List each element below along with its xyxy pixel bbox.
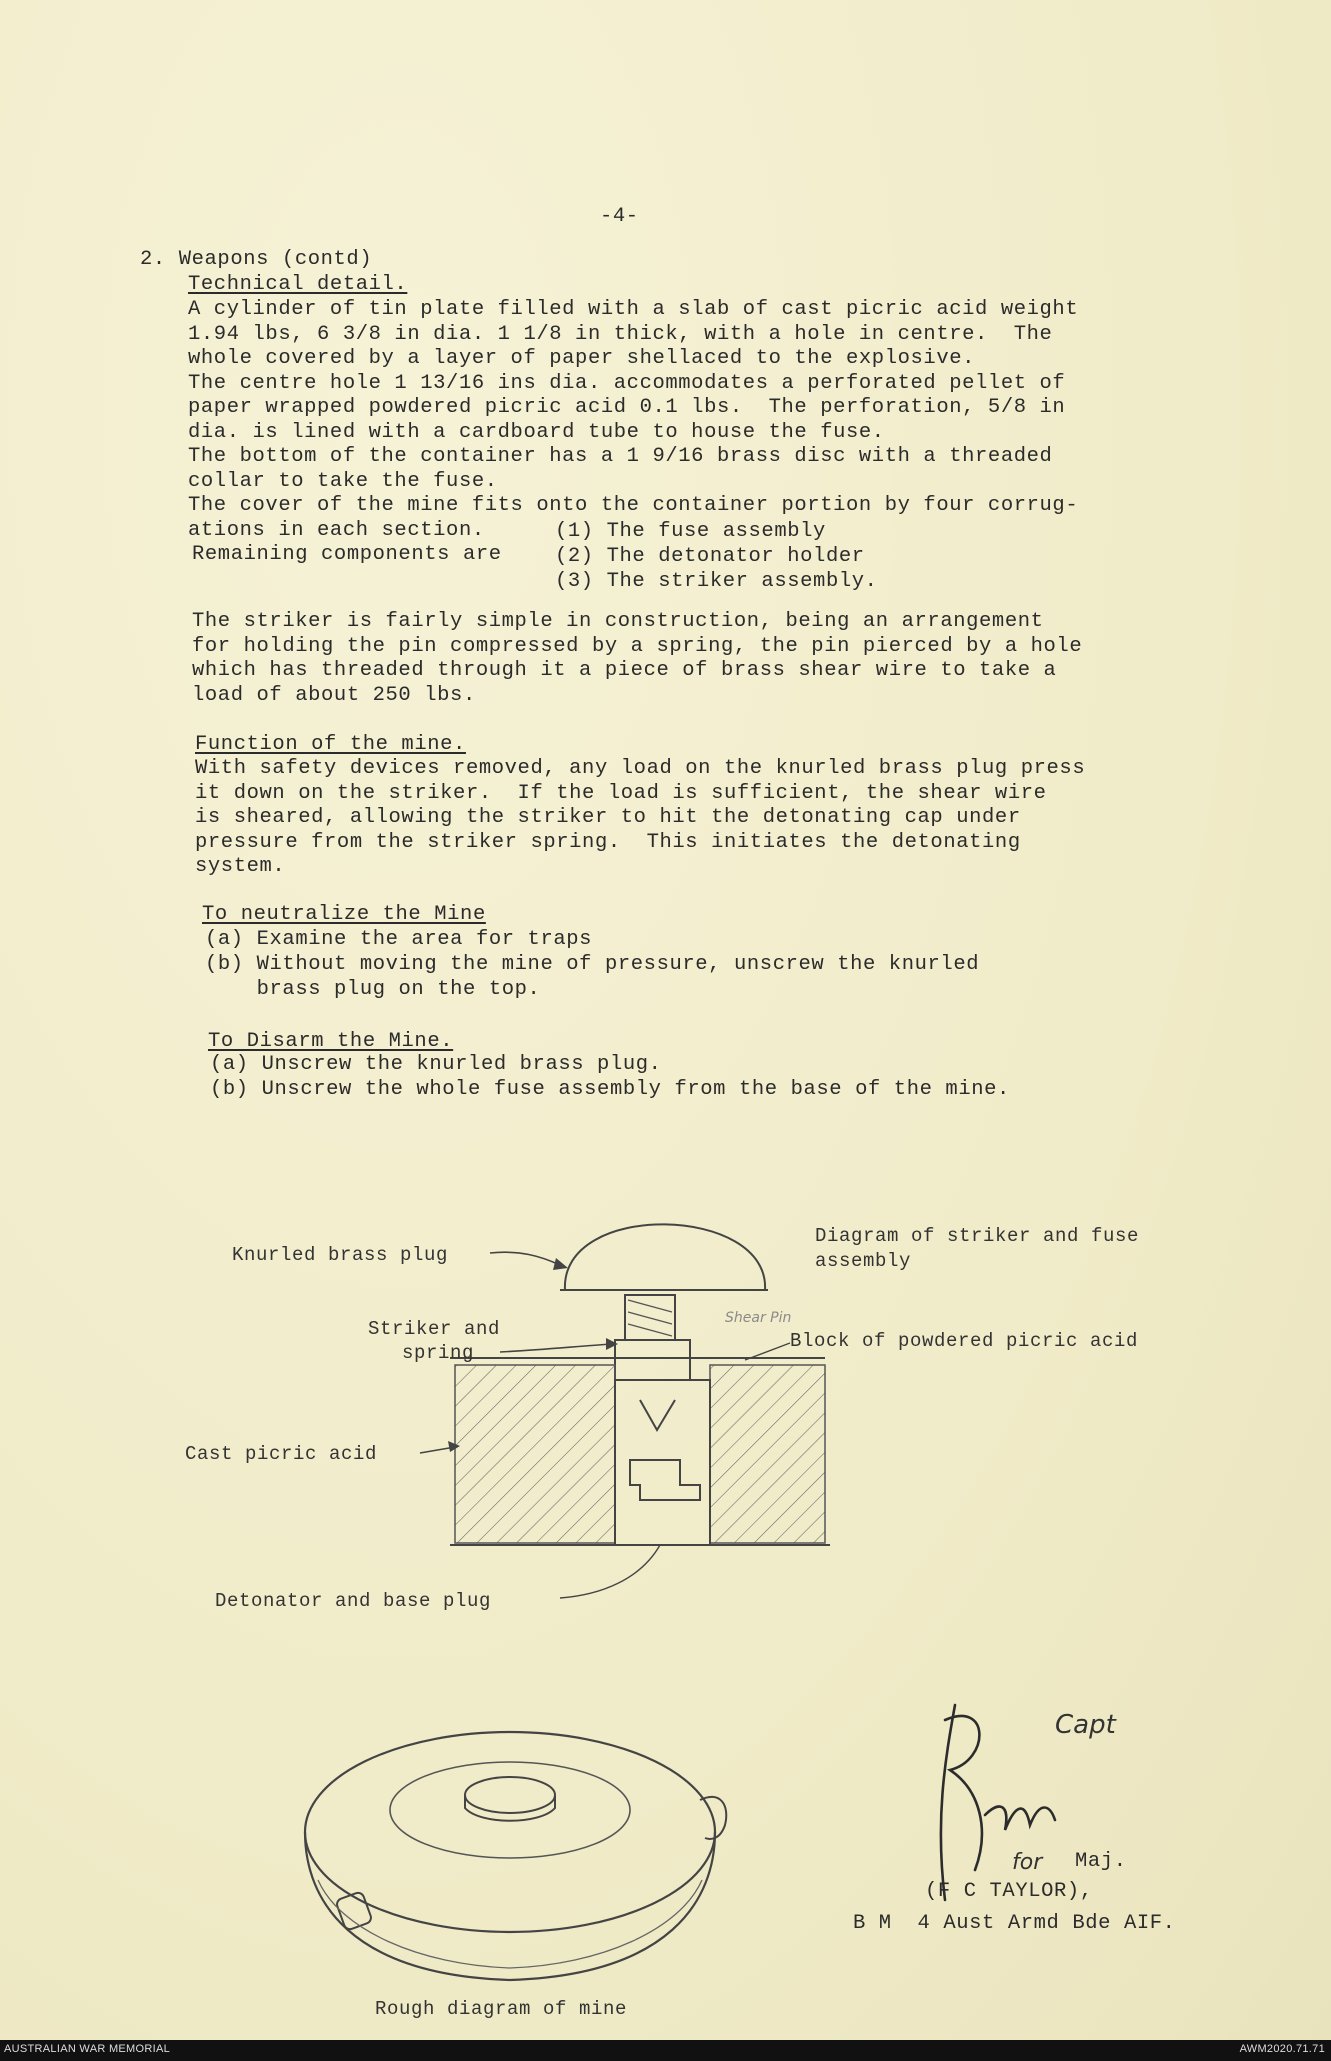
page-number: -4- bbox=[600, 205, 639, 228]
component-item: (3) The striker assembly. bbox=[555, 570, 878, 593]
function-line: pressure from the striker spring. This initiates the detonating bbox=[195, 830, 1021, 854]
label-knurled-brass-plug: Knurled brass plug bbox=[232, 1244, 449, 1266]
technical-detail-line: 1.94 lbs, 6 3/8 in dia. 1 1/8 in thick, with a hole in centre. The bbox=[188, 322, 1053, 346]
section-heading: 2. Weapons (contd) bbox=[140, 248, 373, 271]
disarm-step: (b) Unscrew the whole fuse assembly from the base of the mine. bbox=[210, 1078, 1010, 1101]
label-striker-line1: Striker and bbox=[368, 1318, 501, 1340]
function-line: With safety devices removed, any load on the knurled brass plug press bbox=[195, 757, 1086, 780]
function-line: is sheared, allowing the striker to hit the detonating cap under bbox=[195, 806, 1021, 829]
neutralize-step: brass plug on the top. bbox=[205, 978, 541, 1001]
neutralize-step: (b) Without moving the mine of pressure, unscrew the knurled bbox=[205, 953, 980, 976]
component-item: (1) The fuse assembly bbox=[555, 520, 826, 543]
disarm-title: To Disarm the Mine. bbox=[208, 1030, 454, 1053]
diagram-title-line2: assembly bbox=[815, 1250, 912, 1272]
technical-detail-line: collar to take the fuse. bbox=[188, 469, 498, 493]
technical-detail-line: The bottom of the container has a 1 9/16 brass disc with a threaded bbox=[188, 445, 1053, 468]
rough-diagram-caption: Rough diagram of mine bbox=[375, 1998, 628, 2020]
striker-line: for holding the pin compressed by a spring, the pin pierced by a hole bbox=[192, 634, 1083, 658]
striker-line: load of about 250 lbs. bbox=[192, 683, 476, 707]
disarm-step: (a) Unscrew the knurled brass plug. bbox=[210, 1053, 662, 1076]
function-title: Function of the mine. bbox=[195, 733, 466, 756]
signature-rank: Maj. bbox=[1075, 1850, 1127, 1873]
technical-detail-line: A cylinder of tin plate filled with a slab of cast picric acid weight bbox=[188, 298, 1079, 321]
components-intro: Remaining components are bbox=[192, 543, 502, 566]
technical-detail-line: The cover of the mine fits onto the container portion by four corrug- bbox=[188, 494, 1079, 517]
label-striker-line2: spring bbox=[402, 1342, 475, 1364]
striker-line: The striker is fairly simple in construction, being an arrangement bbox=[192, 610, 1044, 633]
signature-unit: B M 4 Aust Armd Bde AIF. bbox=[853, 1912, 1176, 1935]
function-line: it down on the striker. If the load is sufficient, the shear wire bbox=[195, 781, 1047, 805]
footer-institution: AUSTRALIAN WAR MEMORIAL bbox=[4, 2043, 171, 2055]
footer-accession: AWM2020.71.71 bbox=[1239, 2043, 1325, 2055]
technical-detail-line: whole covered by a layer of paper shellaced to the explosive. bbox=[188, 347, 976, 370]
signature-name: (F C TAYLOR), bbox=[925, 1880, 1093, 1903]
technical-detail-title: Technical detail. bbox=[188, 273, 408, 296]
label-detonator-base-plug: Detonator and base plug bbox=[215, 1590, 492, 1612]
signature-for: for bbox=[1012, 1850, 1043, 1875]
technical-detail-line: The centre hole 1 13/16 ins dia. accommodates a perforated pellet of bbox=[188, 371, 1066, 395]
neutralize-step: (a) Examine the area for traps bbox=[205, 928, 593, 951]
technical-detail-line: ations in each section. bbox=[188, 518, 485, 542]
component-item: (2) The detonator holder bbox=[555, 545, 865, 568]
striker-line: which has threaded through it a piece of brass shear wire to take a bbox=[192, 659, 1057, 682]
technical-detail-line: dia. is lined with a cardboard tube to house the fuse. bbox=[188, 420, 885, 444]
function-line: system. bbox=[195, 855, 286, 878]
label-cast-picric-acid: Cast picric acid bbox=[185, 1443, 378, 1465]
technical-detail-line: paper wrapped powdered picric acid 0.1 lbs. The perforation, 5/8 in bbox=[188, 396, 1066, 419]
label-block-powdered-picric: Block of powdered picric acid bbox=[790, 1330, 1139, 1352]
label-shear-pin: Shear Pin bbox=[725, 1310, 792, 1326]
signature-capt: Capt bbox=[1055, 1710, 1116, 1740]
diagram-title-line1: Diagram of striker and fuse bbox=[815, 1225, 1140, 1247]
neutralize-title: To neutralize the Mine bbox=[202, 903, 486, 926]
